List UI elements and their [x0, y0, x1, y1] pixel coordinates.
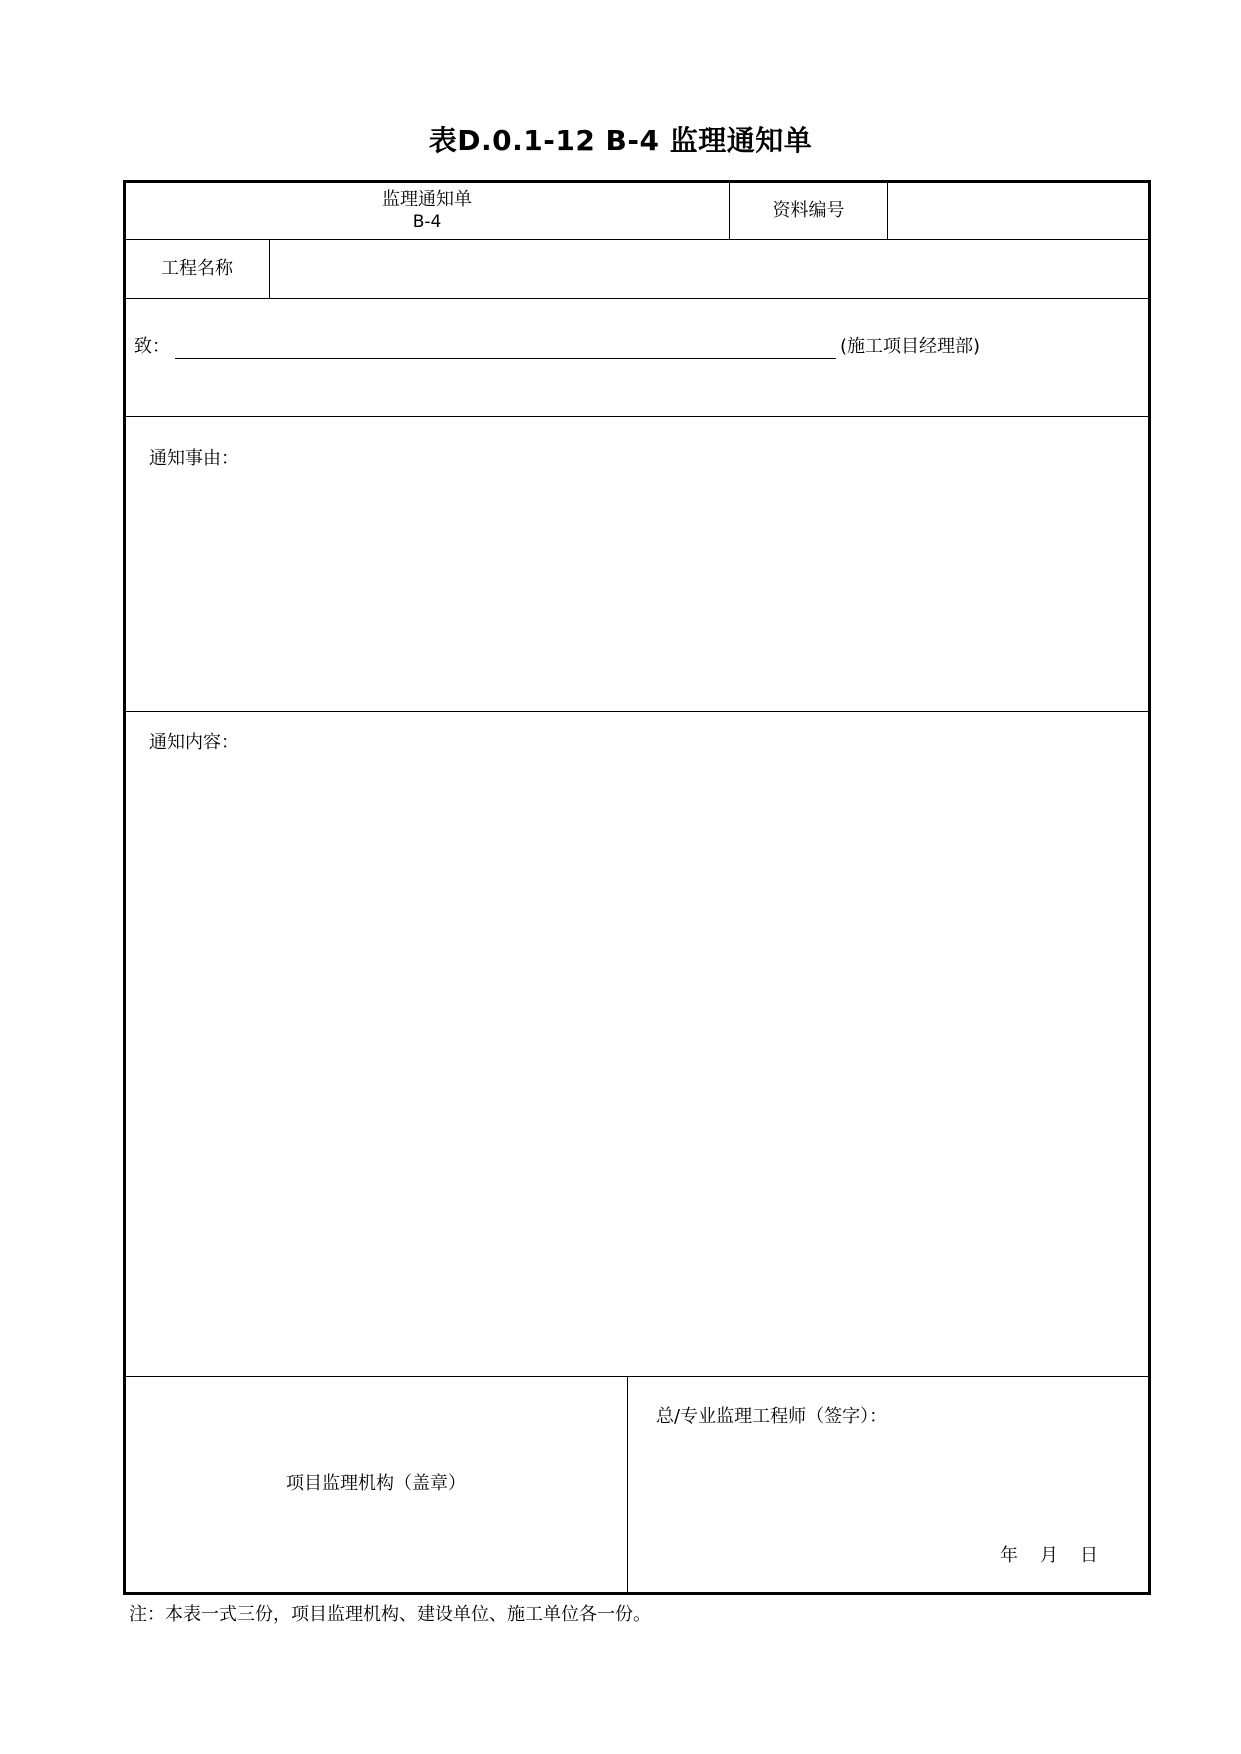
content-label: 通知内容： — [149, 732, 239, 753]
col-divider — [269, 240, 270, 298]
col-divider — [887, 182, 888, 240]
org-seal-label: 项目监理机构（盖章） — [286, 1473, 466, 1494]
date-month: 月 — [1040, 1545, 1058, 1566]
row-divider — [125, 239, 1150, 240]
page-title: 表D.0.1-12 B-4 监理通知单 — [428, 124, 813, 157]
reason-label: 通知事由： — [149, 448, 239, 469]
to-underline — [175, 358, 836, 359]
date-day: 日 — [1080, 1545, 1098, 1566]
form-name: 监理通知单 — [382, 189, 472, 210]
row-divider — [125, 1376, 1150, 1377]
engineer-sign-label: 总/专业监理工程师（签字）： — [656, 1406, 888, 1427]
footnote: 注：本表一式三份，项目监理机构、建设单位、施工单位各一份。 — [129, 1604, 651, 1625]
form-code: B-4 — [412, 212, 442, 232]
row-divider — [125, 711, 1150, 712]
form-frame — [123, 180, 1151, 1595]
project-name-label: 工程名称 — [161, 258, 233, 279]
row-divider — [125, 298, 1150, 299]
to-suffix: (施工项目经理部) — [840, 336, 981, 357]
col-divider — [627, 1377, 628, 1593]
row-divider — [125, 416, 1150, 417]
to-label: 致： — [134, 336, 170, 357]
date-year: 年 — [1000, 1545, 1018, 1566]
record-no-label: 资料编号 — [772, 200, 845, 221]
